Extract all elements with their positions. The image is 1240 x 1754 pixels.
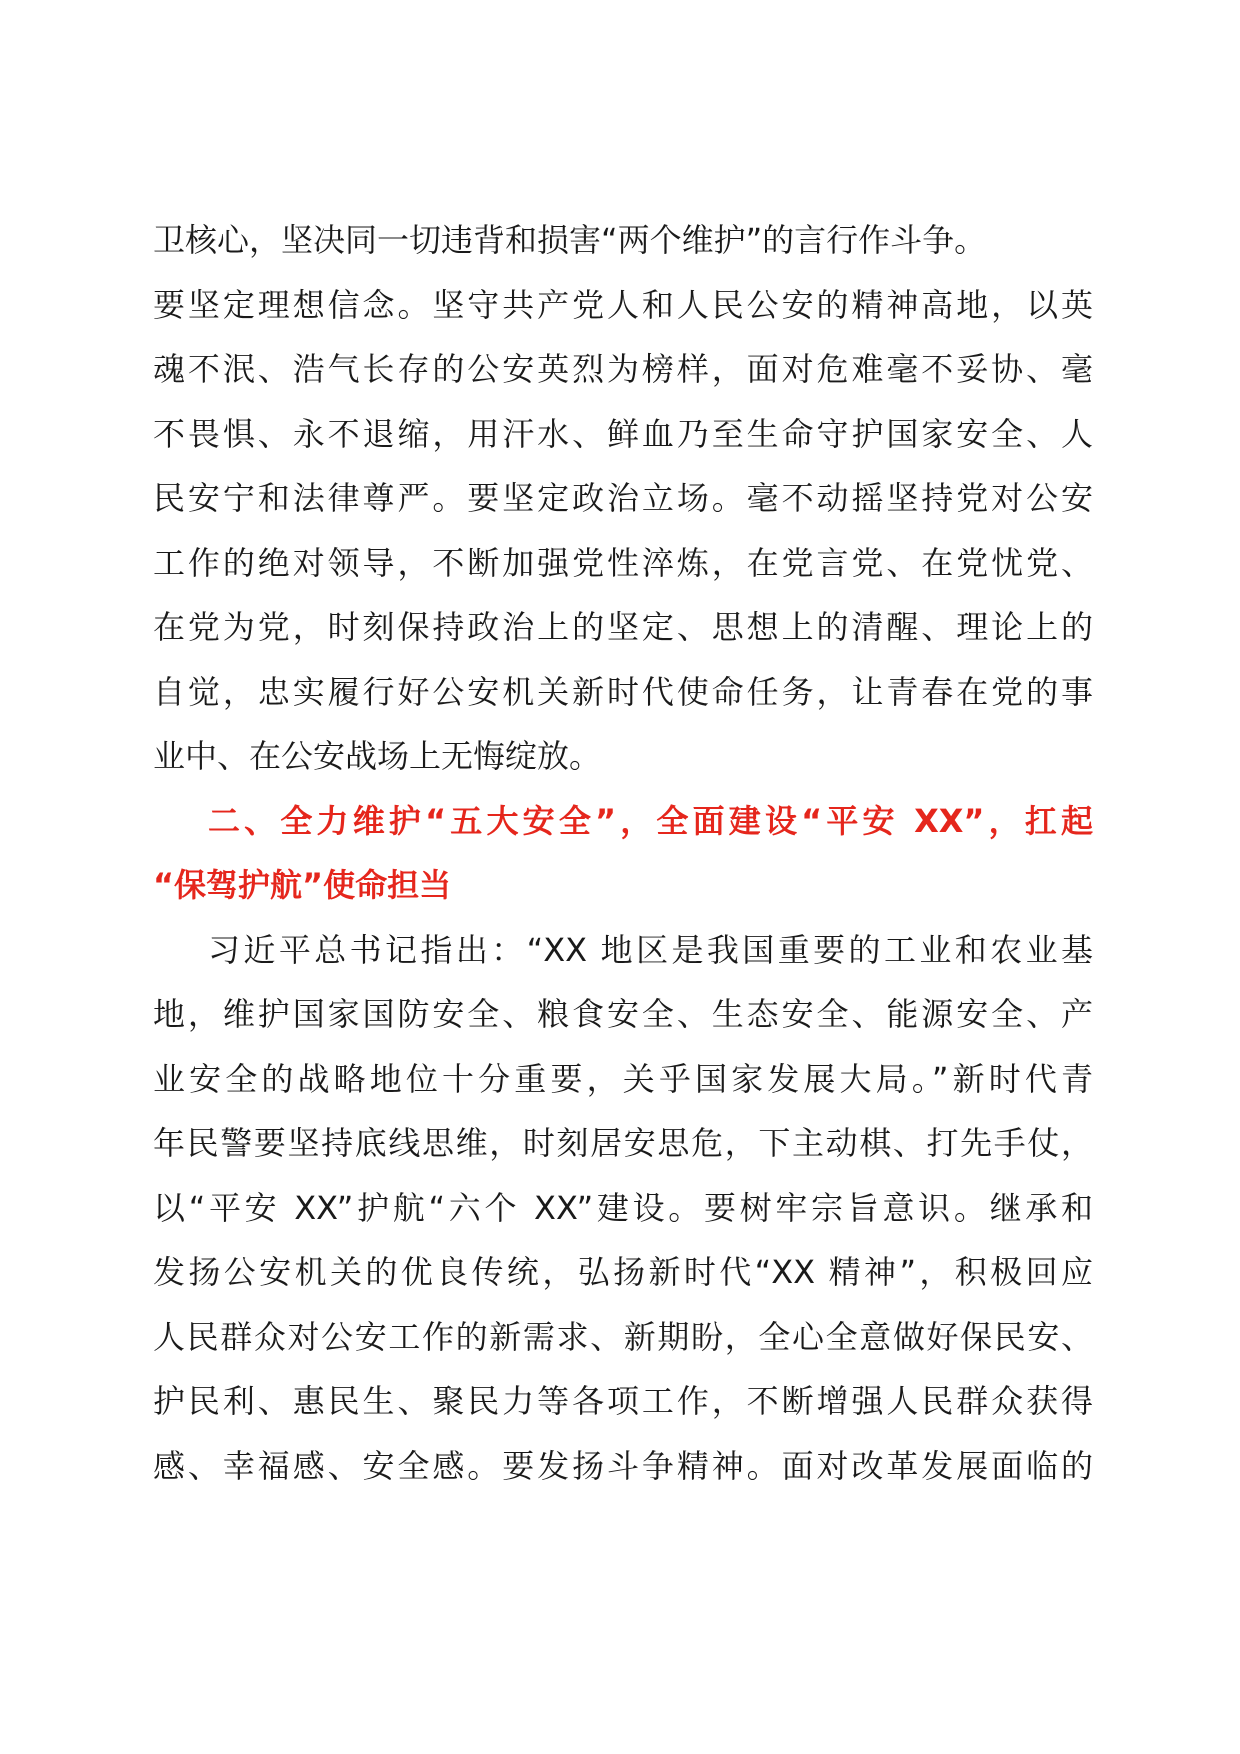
- paragraph-line: 业中、在公安战场上无悔绽放。: [153, 737, 602, 775]
- paragraph-line: 以“平安 XX”护航“六个 XX”建设。要树牢宗旨意识。继承和: [153, 1188, 1093, 1227]
- paragraph-line: 卫核心，坚决同一切违背和损害“两个维护”的言行作斗争。: [153, 221, 987, 259]
- section-heading-line: “保驾护航”使命担当: [153, 866, 452, 904]
- paragraph-line: 习近平总书记指出：“XX 地区是我国重要的工业和农业基: [208, 930, 1093, 969]
- body-text: [153, 208, 1093, 1498]
- section-heading-line: 二、全力维护“五大安全”，全面建设“平安 XX”，扛起: [208, 801, 1093, 840]
- paragraph-line: 地，维护国家国防安全、粮食安全、生态安全、能源安全、产: [153, 995, 1093, 1033]
- paragraph-line: 自觉，忠实履行好公安机关新时代使命任务，让青春在党的事: [153, 672, 1093, 711]
- paragraph-line: 要坚定理想信念。坚守共产党人和人民公安的精神高地，以英: [153, 285, 1093, 324]
- paragraph-line: 护民利、惠民生、聚民力等各项工作，不断增强人民群众获得: [153, 1382, 1093, 1420]
- paragraph-line: 年民警要坚持底线思维，时刻居安思危，下主动棋、打先手仗，: [153, 1124, 1093, 1162]
- paragraph-line: 感、幸福感、安全感。要发扬斗争精神。面对改革发展面临的: [153, 1446, 1093, 1485]
- paragraph-line: 人民群众对公安工作的新需求、新期盼，全心全意做好保民安、: [153, 1317, 1093, 1356]
- paragraph-line: 魂不泯、浩气长存的公安英烈为榜样，面对危难毫不妥协、毫: [153, 350, 1093, 388]
- paragraph-line: 在党为党，时刻保持政治上的坚定、思想上的清醒、理论上的: [153, 608, 1093, 646]
- paragraph-line: 业安全的战略地位十分重要，关乎国家发展大局。”新时代青: [153, 1059, 1093, 1098]
- paragraph-line: 发扬公安机关的优良传统，弘扬新时代“XX 精神”，积极回应: [153, 1253, 1093, 1291]
- paragraph-line: 不畏惧、永不退缩，用汗水、鲜血乃至生命守护国家安全、人: [153, 414, 1093, 453]
- paragraph-line: 工作的绝对领导，不断加强党性淬炼，在党言党、在党忧党、: [153, 543, 1093, 582]
- paragraph-line: 民安宁和法律尊严。要坚定政治立场。毫不动摇坚持党对公安: [153, 479, 1093, 517]
